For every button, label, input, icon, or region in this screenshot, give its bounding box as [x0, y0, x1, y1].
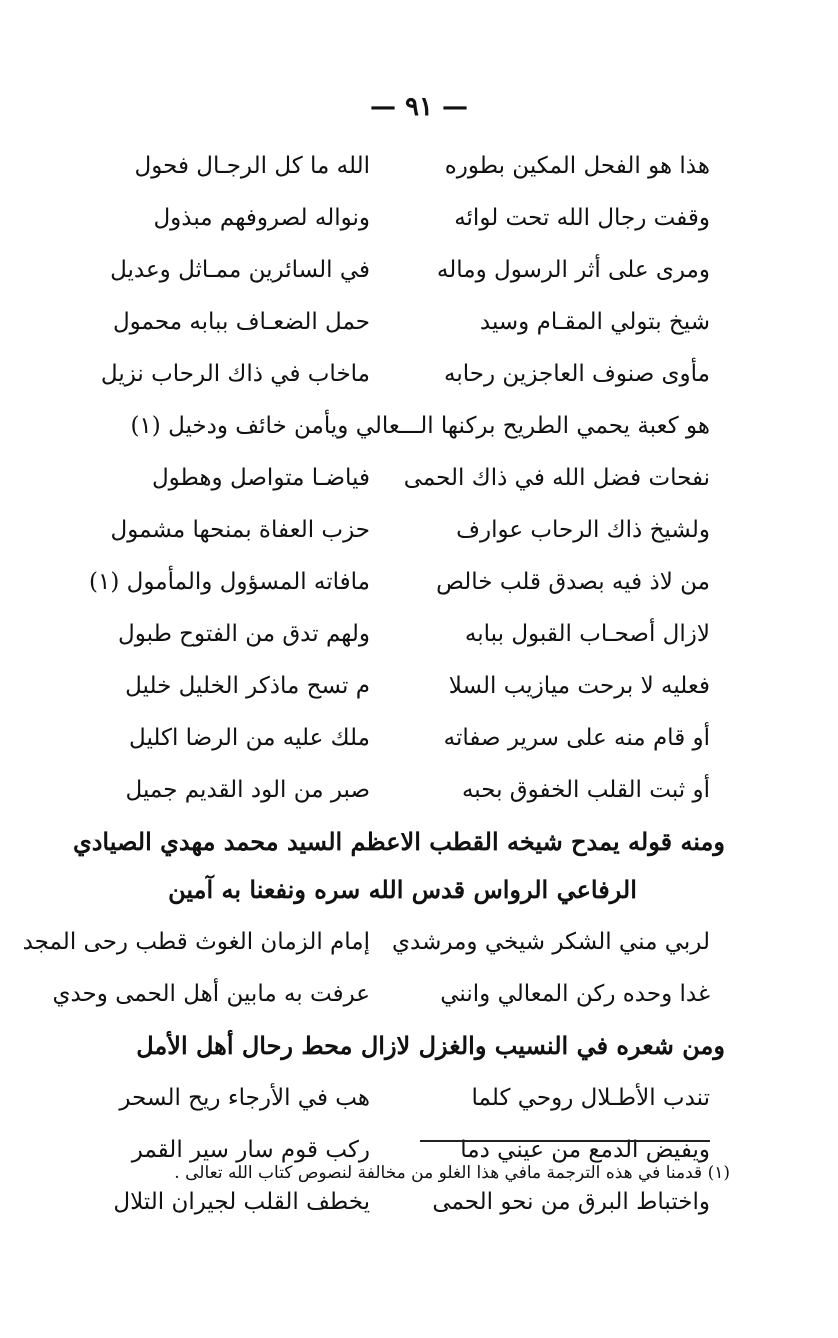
page-number: — ٩١ —	[369, 92, 469, 122]
section-heading-text: ومنه قوله يمدح شيخه القطب الاعظم السيد محمد مهدي الصيادي	[72, 827, 725, 856]
verse-line-full	[95, 400, 710, 452]
verse-line	[89, 556, 710, 608]
verse-first-hemistich: ويفيض الدمع من عيني دما	[460, 1137, 710, 1163]
verse-second-hemistich: يخطف القلب لجيران التلال	[113, 1189, 370, 1215]
verse-line	[95, 1072, 710, 1124]
verse-first-hemistich: تندب الأطـلال روحي كلما	[471, 1085, 710, 1111]
verse-line	[95, 348, 710, 400]
verse-second-hemistich: في السائرين ممـاثل وعديل	[110, 257, 370, 283]
verse-line	[95, 660, 710, 712]
verse-line	[95, 712, 710, 764]
verse-second-hemistich: حزب العفاة بمنحها مشمول	[110, 517, 370, 543]
verse-first-hemistich: شيخ بتولي المقـام وسيد	[479, 309, 710, 335]
verse-line	[52, 968, 710, 1020]
poem-body	[22, 140, 725, 1228]
section-heading-continuation	[95, 864, 710, 916]
verse-first-hemistich: لازال أصحـاب القبول ببابه	[464, 621, 710, 647]
verse-second-hemistich: عرفت به مابين أهل الحمى وحدي	[52, 981, 370, 1007]
verse-first-hemistich: لربي مني الشكر شيخي ومرشدي	[392, 929, 710, 955]
verse-first-hemistich: فعليه لا برحت ميازيب السلا	[448, 673, 710, 699]
verse-second-hemistich: صبر من الود القديم جميل	[125, 777, 370, 803]
verse-second-hemistich: ولهم تدق من الفتوح طبول	[118, 621, 370, 647]
verse-second-hemistich: مافاته المسؤول والمأمول (١)	[89, 569, 370, 595]
verse-line	[22, 916, 710, 968]
verse-first-hemistich: من لاذ فيه بصدق قلب خالص	[436, 569, 710, 595]
verse-second-hemistich: الله ما كل الرجـال فحول	[134, 153, 370, 179]
footnote-divider	[420, 1140, 710, 1142]
section-heading-text: الرفاعي الرواس قدس الله سره ونفعنا به آمين	[168, 875, 637, 904]
verse-first-hemistich: نفحات فضل الله في ذاك الحمى	[403, 465, 710, 491]
section-heading	[95, 1020, 725, 1072]
verse-full-text: هو كعبة يحمي الطريح بركنها الـــعالي ويأمن خائف ودخيل (١)	[130, 413, 710, 439]
section-heading-text: ومن شعره في النسيب والغزل لازال محط رحال أهل الأمل	[136, 1031, 725, 1060]
verse-first-hemistich: ولشيخ ذاك الرحاب عوارف	[456, 517, 710, 543]
verse-first-hemistich: هذا هو الفحل المكين بطوره	[444, 153, 710, 179]
footnote: (١) قدمنا في هذه الترجمة مافي هذا الغلو من مخالفة لنصوص كتاب الله تعالى .	[174, 1163, 730, 1183]
verse-second-hemistich: ماخاب في ذاك الرحاب نزيل	[100, 361, 370, 387]
verse-second-hemistich: إمام الزمان الغوث قطب رحى المجد	[22, 929, 370, 955]
verse-line	[95, 764, 710, 816]
verse-first-hemistich: أو قام منه على سرير صفاته	[443, 725, 710, 751]
verse-first-hemistich: وقفت رجال الله تحت لوائه	[454, 205, 710, 231]
verse-first-hemistich: ومرى على أثر الرسول وماله	[436, 257, 710, 283]
verse-second-hemistich: ونواله لصروفهم مبذول	[153, 205, 370, 231]
verse-second-hemistich: ركب قوم سار سير القمر	[131, 1137, 370, 1163]
verse-line	[95, 608, 710, 660]
verse-first-hemistich: واختباط البرق من نحو الحمى	[432, 1189, 710, 1215]
verse-second-hemistich: ملك عليه من الرضا اكليل	[129, 725, 370, 751]
verse-line	[95, 296, 710, 348]
verse-first-hemistich: غدا وحده ركن المعالي وانني	[440, 981, 710, 1007]
verse-second-hemistich: م تسح ماذكر الخليل خليل	[125, 673, 370, 699]
section-heading	[72, 816, 725, 864]
verse-line	[95, 192, 710, 244]
verse-second-hemistich: فياضـا متواصل وهطول	[151, 465, 370, 491]
verse-line	[95, 504, 710, 556]
verse-line	[95, 452, 710, 504]
verse-line	[95, 244, 710, 296]
verse-line	[95, 140, 710, 192]
verse-first-hemistich: أو ثبت القلب الخفوق بحبه	[461, 777, 710, 803]
verse-second-hemistich: حمل الضعـاف ببابه محمول	[112, 309, 370, 335]
verse-second-hemistich: هب في الأرجاء ريح السحر	[119, 1085, 370, 1111]
verse-first-hemistich: مأوى صنوف العاجزين رحابه	[444, 361, 710, 387]
